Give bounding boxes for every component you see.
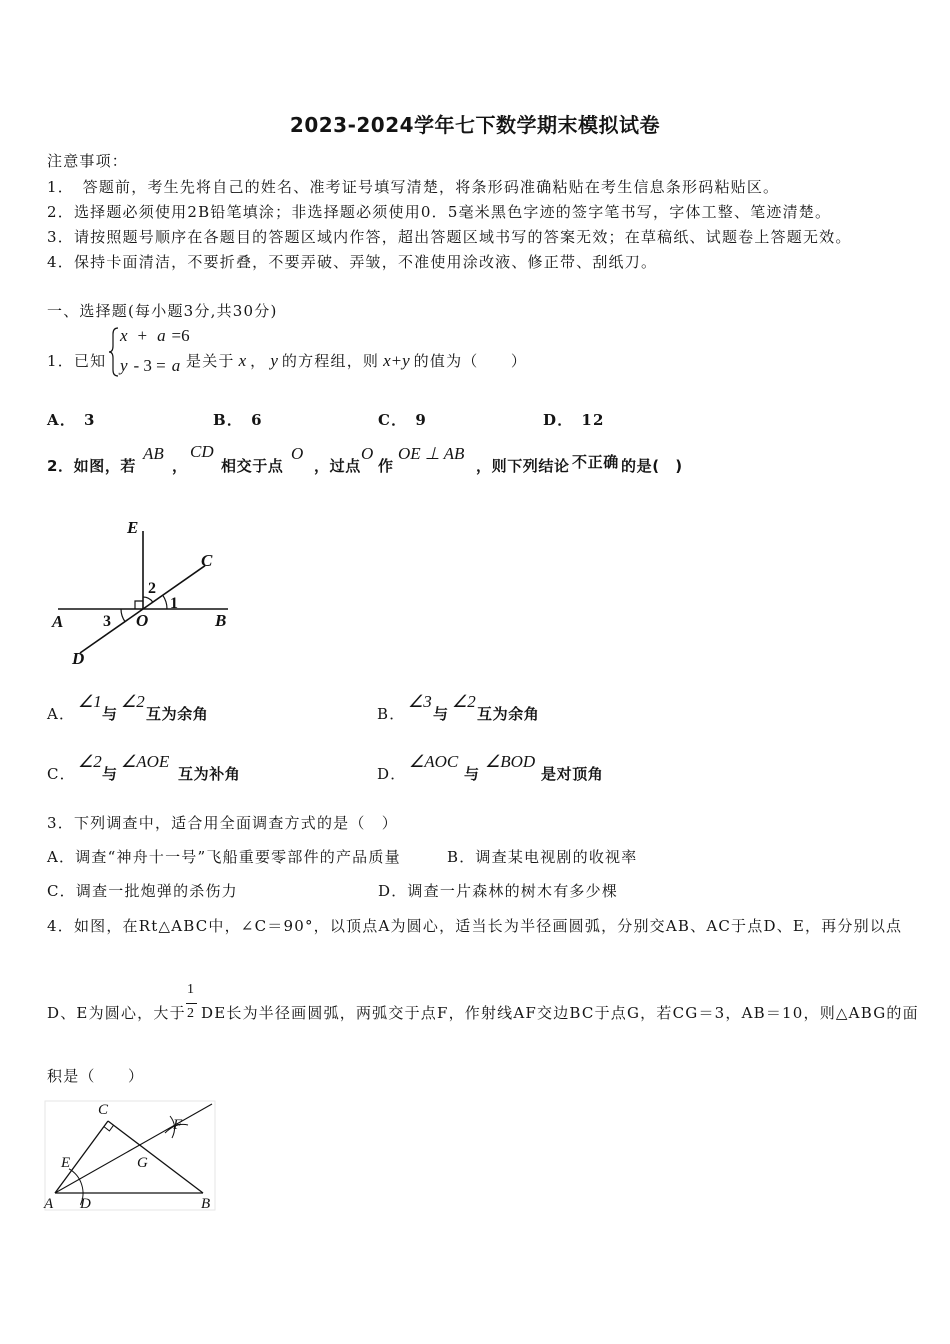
q2-option-c-first: ∠2 xyxy=(78,752,102,771)
q2-stem-emphasis: 不正确 xyxy=(572,453,619,471)
point-label-b: B xyxy=(215,611,227,630)
q1-stem xyxy=(186,351,527,371)
q1-expr-x-plus-y: x+y xyxy=(383,351,410,370)
q3-stem: 3．下列调查中，适合用全面调查方式的是（ ） xyxy=(47,814,398,832)
q1-lead: 1．已知 xyxy=(47,352,107,370)
point-label-d: D xyxy=(72,649,85,668)
point-label-b: B xyxy=(201,1196,211,1212)
q2-option-a-second: ∠2 xyxy=(121,692,145,711)
q2-option-c-conj: 与 xyxy=(102,765,118,783)
notice-item-3: 3．请按照题号顺序在各题目的答题区域内作答，超出答题区域书写的答案无效；在草稿纸、试题卷上答题无效。 xyxy=(47,228,852,246)
fraction-numerator: 1 xyxy=(187,982,194,997)
option-value: 3 xyxy=(84,411,96,429)
q2-option-b-conj: 与 xyxy=(433,705,449,723)
notice-heading: 注意事项： xyxy=(47,152,129,170)
page-title: 2023-2024学年七下数学期末模拟试卷 xyxy=(289,113,661,137)
q2-stem-part: ，则下列结论 xyxy=(476,457,570,475)
q4-line-2-start: D、E为圆心，大于 xyxy=(47,1004,186,1022)
q2-option-a-label: A． xyxy=(47,705,76,723)
q2-option-a-conj: 与 xyxy=(102,705,118,723)
eq1-var-x: x xyxy=(120,326,128,345)
q2-option-b-label: B． xyxy=(377,705,406,723)
q1-var-y: y xyxy=(270,351,278,370)
q2-stem-part: 作 xyxy=(378,457,394,475)
q2-option-a-relation: 互为余角 xyxy=(146,705,209,723)
q2-stem-part: 相交于点 xyxy=(221,457,284,475)
point-label-c: C xyxy=(98,1102,109,1118)
q3-option-a: A．调查“神舟十一号”飞船重要零部件的产品质量 xyxy=(47,848,401,866)
option-value: 6 xyxy=(251,411,263,429)
eq1-rhs: =6 xyxy=(171,326,190,345)
point-label-a: A xyxy=(52,612,64,631)
q2-stem-part: ， xyxy=(172,457,188,475)
system-brace xyxy=(108,327,120,377)
q4-figure xyxy=(42,1098,218,1214)
q2-stem-part: ，过点 xyxy=(314,457,361,475)
option-label: C． xyxy=(378,411,408,429)
q2-option-d-conj: 与 xyxy=(464,765,480,783)
q1-option-a xyxy=(47,410,96,430)
angle-2-arc xyxy=(143,597,153,602)
point-label-d: D xyxy=(80,1196,91,1212)
q1-option-c xyxy=(378,410,427,430)
q1-option-b xyxy=(213,410,263,430)
option-value: 12 xyxy=(581,411,605,429)
q2-stem-part: 2．如图，若 xyxy=(47,457,137,475)
notice-item-4: 4．保持卡面清洁，不要折叠，不要弄破、弄皱，不准使用涂改液、修正带、刮纸刀。 xyxy=(47,253,658,271)
eq2-var-a: a xyxy=(171,356,181,375)
q2-option-c-second: ∠AOE xyxy=(121,752,170,771)
q2-option-d-second: ∠BOD xyxy=(485,752,536,771)
q2-option-d-first: ∠AOC xyxy=(409,752,459,771)
q1-option-d xyxy=(543,410,605,430)
q2-option-d-relation: 是对顶角 xyxy=(541,765,604,783)
right-angle-mark xyxy=(104,1125,114,1131)
point-label-a: A xyxy=(44,1196,54,1212)
brace-path xyxy=(109,328,118,376)
q2-stem-part: 的是( ) xyxy=(621,457,683,475)
q3-option-b: B．调查某电视剧的收视率 xyxy=(447,848,638,866)
q1-equation-2 xyxy=(120,356,180,376)
option-value: 9 xyxy=(415,411,427,429)
q2-option-b-second: ∠2 xyxy=(452,692,476,711)
q2-option-b-first: ∠3 xyxy=(408,692,432,711)
option-label: A． xyxy=(47,411,77,429)
notice-item-1: 1． 答题前，考生先将自己的姓名、准考证号填写清楚，将条形码准确粘贴在考生信息条形码粘贴区。 xyxy=(47,178,780,196)
eq1-var-a: a xyxy=(157,326,166,345)
q1-stem-part: ， xyxy=(250,352,267,370)
q4-line-1: 4．如图，在Rt△ABC中，∠C＝90°，以顶点A为圆心，适当长为半径画圆弧，分别交AB、AC于点D、E，再分别以点 xyxy=(47,917,903,935)
q3-option-c: C．调查一批炮弹的杀伤力 xyxy=(47,882,238,900)
q2-math-cd: CD xyxy=(190,442,214,461)
angle-label-1: 1 xyxy=(170,595,178,612)
q2-option-c-relation: 互为补角 xyxy=(178,765,241,783)
q1-stem-part: 的方程组，则 xyxy=(281,352,380,370)
right-angle-mark xyxy=(135,601,143,609)
q1-stem-part: 的值为（ ） xyxy=(413,352,528,370)
angle-1-arc xyxy=(163,595,167,609)
q4-line-2-end: DE长为半径画圆弧，两弧交于点F，作射线AF交边BC于点G，若CG＝3，AB＝10，则△ABG的面 xyxy=(201,1004,919,1022)
angle-label-3: 3 xyxy=(103,613,111,630)
option-label: B． xyxy=(213,411,244,429)
q2-math-ab: AB xyxy=(143,444,164,463)
q2-figure xyxy=(40,505,240,670)
point-label-e: E xyxy=(127,518,139,537)
q1-equation-1 xyxy=(120,326,190,346)
q1-stem-part: 是关于 xyxy=(186,352,235,370)
q4-line-3: 积是（ ） xyxy=(47,1067,145,1085)
point-label-f: F xyxy=(173,1117,183,1133)
option-label: D． xyxy=(543,411,574,429)
eq1-plus: + xyxy=(137,326,148,345)
ray-af xyxy=(55,1104,212,1193)
side-cb xyxy=(108,1121,203,1193)
q1-var-x: x xyxy=(238,351,247,370)
point-label-g: G xyxy=(137,1155,148,1171)
q3-option-d: D．调查一片森林的树木有多少棵 xyxy=(378,882,619,900)
q2-math-o: O xyxy=(291,444,304,463)
fraction-denominator: 2 xyxy=(187,1006,194,1021)
eq2-op: - 3 = xyxy=(133,356,166,375)
point-label-o: O xyxy=(136,611,149,630)
q2-option-a-first: ∠1 xyxy=(78,692,102,711)
q2-option-d-label: D． xyxy=(377,765,407,783)
fraction-bar xyxy=(186,1003,197,1004)
q2-option-b-relation: 互为余角 xyxy=(477,705,540,723)
eq2-var-y: y xyxy=(120,356,128,375)
point-label-e: E xyxy=(61,1155,71,1171)
section-heading: 一、选择题(每小题3分,共30分) xyxy=(47,302,278,320)
angle-3-arc xyxy=(121,609,125,622)
q2-math-o: O xyxy=(361,444,374,463)
q2-math-oe-perp-ab: OE ⊥ AB xyxy=(398,444,465,463)
angle-label-2: 2 xyxy=(148,580,156,597)
notice-item-2: 2．选择题必须使用2B铅笔填涂；非选择题必须使用0．5毫米黑色字迹的签字笔书写，字体工整、笔迹清楚。 xyxy=(47,203,832,221)
point-label-c: C xyxy=(201,551,213,570)
q2-option-c-label: C． xyxy=(47,765,76,783)
